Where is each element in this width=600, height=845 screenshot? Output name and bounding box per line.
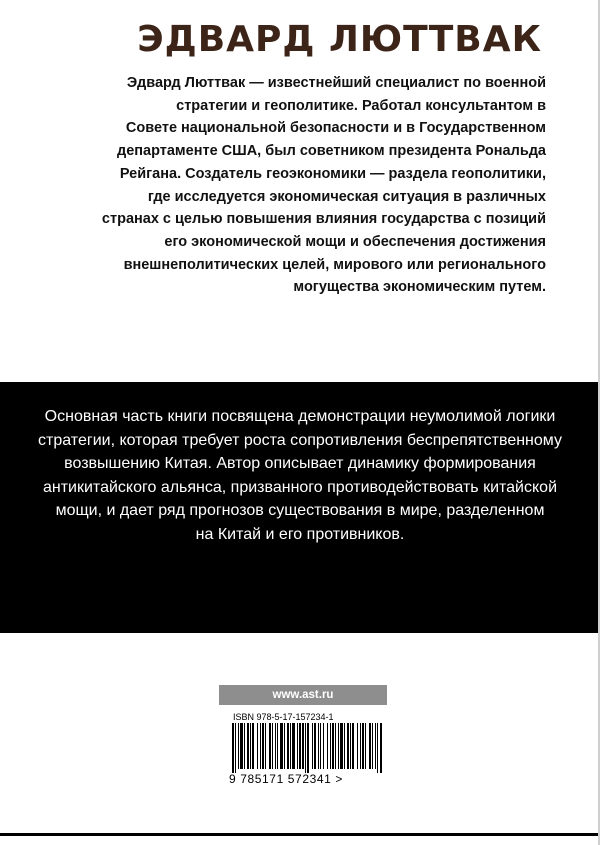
barcode-bar xyxy=(284,723,285,769)
barcode-bar xyxy=(338,723,339,769)
barcode-bar xyxy=(252,723,254,769)
annotation-line: Основная часть книги посвящена демонстрации неумолимой логики xyxy=(44,408,556,425)
author-bio xyxy=(90,72,546,299)
barcode-bar xyxy=(247,723,249,769)
barcode-bar xyxy=(232,723,234,773)
annotation-line: возвышению Китая. Автор описывает динамику формирования xyxy=(64,455,536,472)
barcode-bar xyxy=(299,723,301,769)
barcode-bar xyxy=(244,723,245,769)
annotation-band xyxy=(0,382,600,633)
barcode-bar xyxy=(335,723,336,769)
barcode-bar xyxy=(265,723,266,769)
barcode-bar xyxy=(332,723,334,769)
barcode-bar xyxy=(238,723,239,769)
barcode-bar xyxy=(320,723,321,769)
barcode-bar xyxy=(280,723,283,769)
barcode-bar xyxy=(372,723,373,769)
barcode-bar xyxy=(262,723,264,769)
barcode-bar xyxy=(369,723,371,769)
barcode-bar xyxy=(260,723,261,769)
publisher-website[interactable]: www.ast.ru xyxy=(219,685,387,705)
bio-line: где исследуется экономическая ситуация в различных xyxy=(147,188,546,205)
bio-line: его экономической мощи и обеспечения достижения xyxy=(164,233,546,250)
barcode-bar xyxy=(344,723,345,769)
barcode-bar xyxy=(380,723,382,773)
bio-line: Совете национальной безопасности и в Государственном xyxy=(125,120,546,137)
bio-line: стратегии и геополитике. Работал консультантом в xyxy=(176,97,546,114)
barcode-bar xyxy=(362,723,364,769)
bio-line: Рейгана. Создатель геоэкономики — раздела геополитики, xyxy=(119,165,546,182)
barcode-bar xyxy=(357,723,358,769)
barcode-bar xyxy=(240,723,243,769)
isbn-label: ISBN 978-5-17-157234-1 xyxy=(233,712,334,722)
bio-line: Эдвард Люттвак — известнейший специалист по военной xyxy=(126,75,546,91)
barcode-bar xyxy=(302,723,304,769)
bio-line: странах с целью повышения влияния государства с позиций xyxy=(101,211,546,228)
annotation-line: на Китай и его противников. xyxy=(195,525,405,543)
barcode-bar xyxy=(327,723,328,769)
barcode-bar xyxy=(350,723,351,769)
barcode xyxy=(232,723,382,773)
annotation-line: стратегии, которая требует роста сопротивления беспрепятственному xyxy=(38,431,562,449)
barcode-bar xyxy=(250,723,251,769)
barcode-bar xyxy=(314,723,316,769)
barcode-bar xyxy=(323,723,324,769)
barcode-bar xyxy=(352,723,354,769)
annotation-line: мощи, и дает ряд прогнозов существования в мире, разделенном xyxy=(55,502,545,519)
bio-line: департаменте США, был советником президента Рональда xyxy=(117,143,546,160)
barcode-bar xyxy=(347,723,349,769)
barcode-bar xyxy=(305,723,306,773)
annotation-line: антикитайского альянса, призванного противодействовать китайской xyxy=(42,478,557,496)
barcode-bar xyxy=(277,723,278,769)
barcode-bar xyxy=(275,723,276,769)
barcode-bar xyxy=(330,723,331,769)
barcode-bar xyxy=(287,723,289,769)
barcode-bar xyxy=(290,723,291,769)
barcode-bar xyxy=(292,723,295,769)
barcode-number: 9 785171 572341 > xyxy=(229,772,343,786)
barcode-bar xyxy=(360,723,361,769)
barcode-bar xyxy=(272,723,273,769)
barcode-bar xyxy=(257,723,258,769)
barcode-bar xyxy=(340,723,343,769)
barcode-bar xyxy=(318,723,319,769)
barcode-bar xyxy=(235,723,236,773)
barcode-bar xyxy=(312,723,313,769)
barcode-bar xyxy=(269,723,271,769)
barcode-bar xyxy=(377,723,378,773)
bio-line: могущества экономическим путем. xyxy=(293,279,546,296)
bio-line: внешнеполитических целей, мирового или регионального xyxy=(123,256,546,273)
barcode-bar xyxy=(307,723,309,773)
barcode-bar xyxy=(375,723,376,769)
book-annotation xyxy=(30,405,570,546)
author-name: ЭДВАРД ЛЮТТВАК xyxy=(137,19,542,60)
bottom-rule xyxy=(0,833,600,836)
barcode-bar xyxy=(297,723,298,769)
barcode-bar xyxy=(365,723,366,769)
